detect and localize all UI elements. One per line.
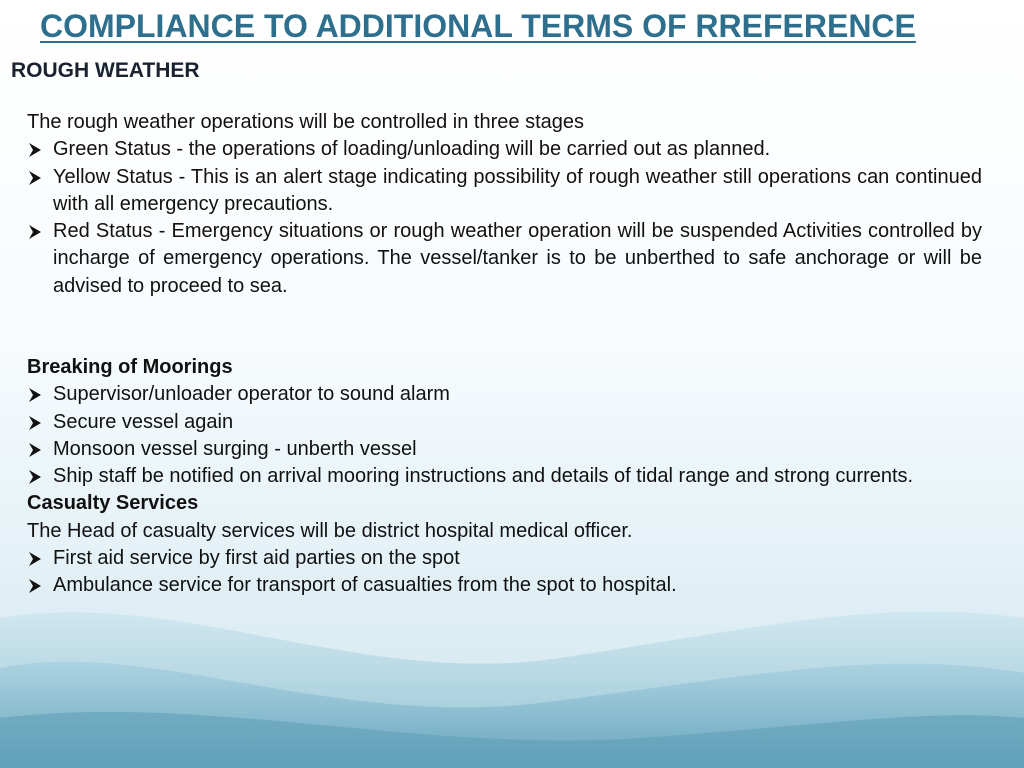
- casualty-heading: Casualty Services: [27, 492, 199, 515]
- list-item: [27, 436, 995, 463]
- rough-weather-section: [27, 109, 982, 300]
- moorings-heading: Breaking of Moorings: [27, 356, 233, 378]
- rough-weather-intro: The rough weather operations will be controlled in three stages: [27, 111, 584, 133]
- list-item-text: Monsoon vessel surging - unberth vessel: [53, 437, 417, 460]
- moorings-section: [27, 354, 995, 600]
- list-item-text: Supervisor/unloader operator to sound alarm: [53, 383, 450, 406]
- list-item-text: Red Status - Emergency situations or rough weather operation will be suspended Activities controlled by incharge of emergency operations. The vessel/tanker is to be unberthed to safe anchorage or will be advised to proceed to sea.: [53, 220, 982, 297]
- background-waves: [0, 578, 1024, 768]
- list-item: [27, 136, 982, 163]
- slide-title: COMPLIANCE TO ADDITIONAL TERMS OF RREFERENCE: [40, 8, 916, 44]
- casualty-intro: The Head of casualty services will be district hospital medical officer.: [27, 519, 633, 542]
- list-item-text: Ship staff be notified on arrival mooring instructions and details of tidal range and strong currents.: [53, 465, 914, 488]
- list-item-text: Yellow Status - This is an alert stage indicating possibility of rough weather still operations can continued with all emergency precautions.: [53, 165, 982, 215]
- list-item: [27, 572, 995, 599]
- list-item: [27, 164, 982, 219]
- arrow-bullet-icon: [27, 551, 43, 567]
- arrow-bullet-icon: [27, 224, 43, 240]
- arrow-bullet-icon: [27, 442, 43, 458]
- list-item: [27, 545, 995, 572]
- arrow-bullet-icon: [27, 415, 43, 431]
- list-item-text: Secure vessel again: [53, 410, 234, 433]
- arrow-bullet-icon: [27, 578, 43, 594]
- list-item: [27, 463, 995, 490]
- list-item: [27, 381, 995, 408]
- list-item-text: Green Status - the operations of loading/unloading will be carried out as planned.: [53, 138, 771, 161]
- arrow-bullet-icon: [27, 469, 43, 485]
- slide-subtitle: ROUGH WEATHER: [11, 59, 200, 82]
- arrow-bullet-icon: [27, 170, 43, 186]
- arrow-bullet-icon: [27, 142, 43, 158]
- list-item-text: Ambulance service for transport of casualties from the spot to hospital.: [53, 574, 677, 597]
- list-item: [27, 409, 995, 436]
- arrow-bullet-icon: [27, 387, 43, 403]
- list-item-text: First aid service by first aid parties on the spot: [53, 547, 460, 570]
- list-item: [27, 218, 982, 300]
